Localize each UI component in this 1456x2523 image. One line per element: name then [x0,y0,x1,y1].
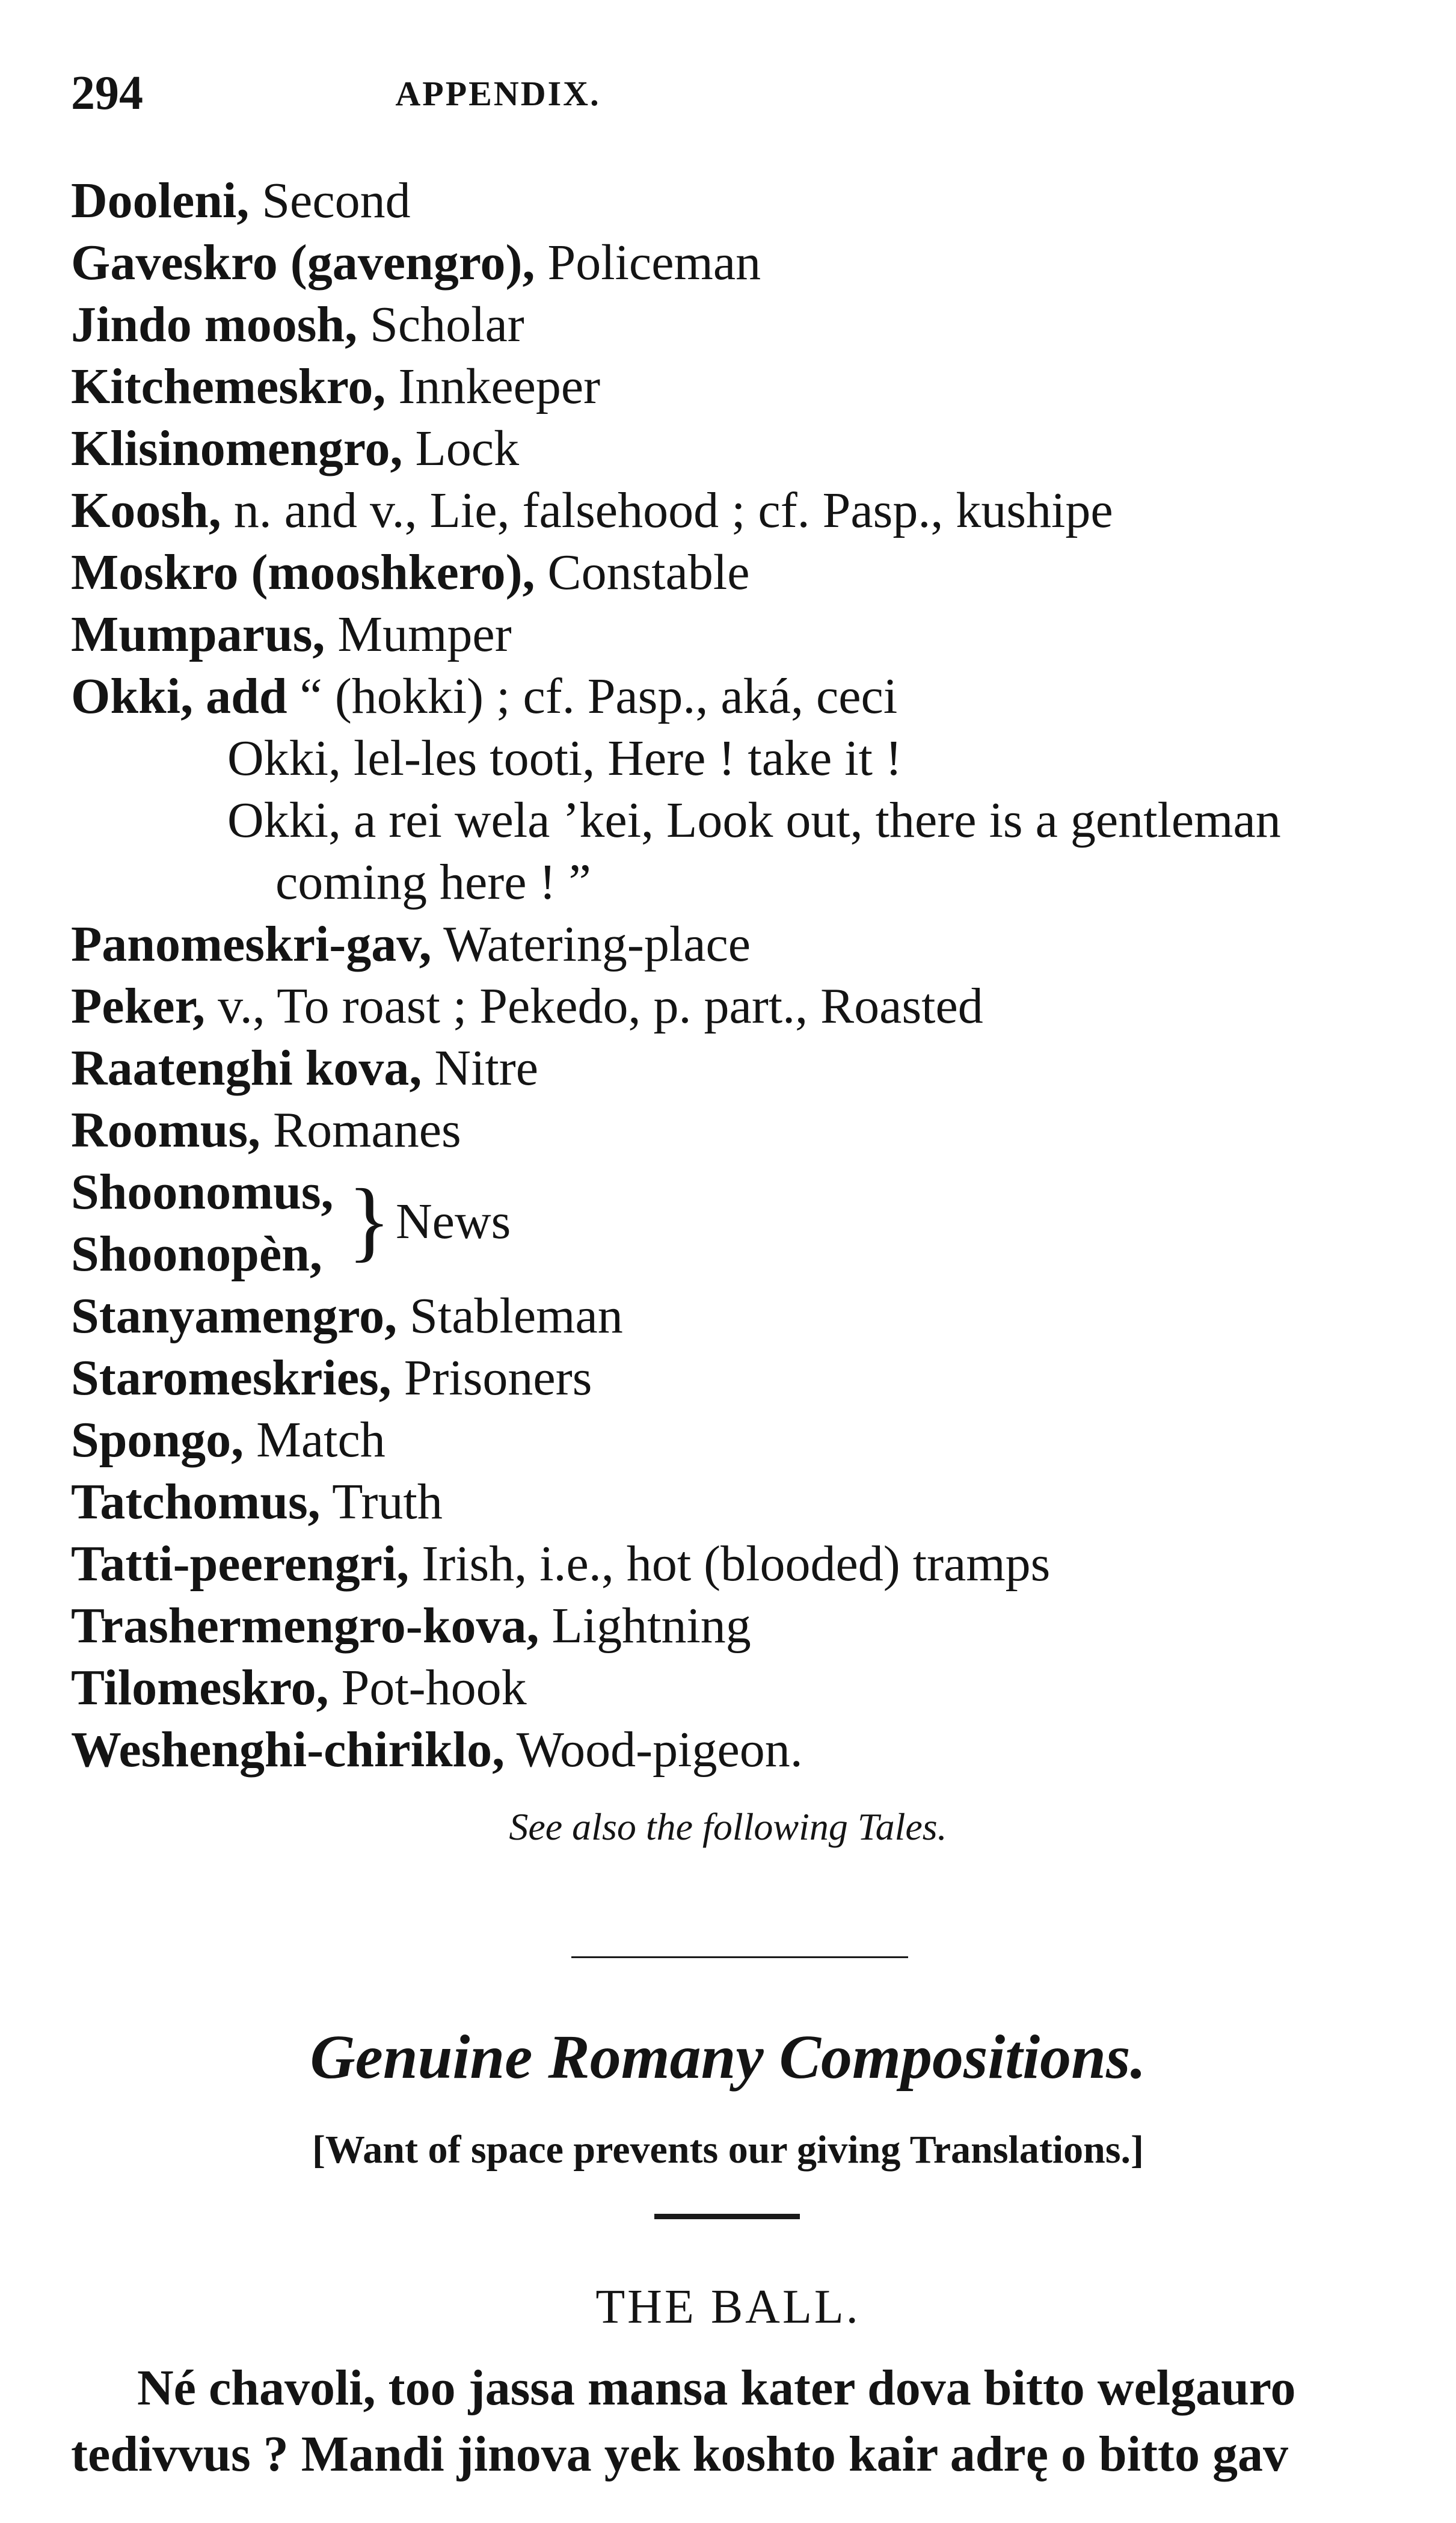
glossary-entry: Stanyamengro, Stableman [71,1288,623,1344]
title-divider [654,2214,800,2219]
section-title: Genuine Romany Compositions. [310,2022,1146,2092]
section-divider [571,1956,908,1958]
glossary-entry: Gaveskro (gavengro), Policeman [71,235,761,291]
glossary-entry: Raatenghi kova, Nitre [71,1040,538,1096]
glossary-entry: Spongo, Match [71,1412,386,1468]
glossary-entry: Klisinomengro, Lock [71,420,520,476]
news-gloss: News [396,1194,511,1249]
glossary-example: Okki, a rei wela ’kei, Look out, there is a gentleman [227,792,1281,848]
tale-body [71,2355,1394,2488]
glossary-entry: Tatti-peerengri, Irish, i.e., hot (blooded) tramps [71,1536,1051,1592]
glossary-entry: Jindo moosh, Scholar [71,297,524,353]
glossary-entry: Mumparus, Mumper [71,606,512,662]
glossary-entry: Kitchemeskro, Innkeeper [71,359,601,414]
tale-line: tedivvus ? Mandi jinova yek koshto kair adrę o bitto gav [71,2426,1288,2482]
glossary-example-continuation: coming here ! ” [275,854,591,910]
glossary-entry: Roomus, Romanes [71,1102,461,1158]
page-number: 294 [71,67,143,120]
glossary-entry: Dooleni, Second [71,173,411,229]
glossary-entry: Weshenghi-chiriklo, Wood-pigeon. [71,1722,803,1778]
tale-title: THE BALL. [595,2281,861,2334]
glossary-entry: Peker, v., To roast ; Pekedo, p. part., Roasted [71,978,983,1034]
glossary-list [71,170,1394,1781]
news-headword-2: Shoonopèn, [71,1226,322,1282]
glossary-entry: Panomeskri-gav, Watering-place [71,916,751,972]
glossary-entry: Tatchomus, Truth [71,1474,443,1530]
page-header [71,66,1418,126]
news-headword-1: Shoonomus, [71,1164,334,1220]
tale-line: Né chavoli, too jassa mansa kater dova bitto welgauro [137,2360,1296,2416]
glossary-example: Okki, lel-les tooti, Here ! take it ! [227,730,902,786]
glossary-entry: Staromeskries, Prisoners [71,1350,592,1406]
glossary-entry: Okki, add “ (hokki) ; cf. Pasp., aká, ceci [71,668,898,724]
see-also-note: See also the following Tales. [509,1805,947,1848]
running-title: APPENDIX. [395,74,601,113]
glossary-entry: Moskro (mooshkero), Constable [71,544,750,600]
glossary-entry: Koosh, n. and v., Lie, falsehood ; cf. Pasp., kushipe [71,482,1113,538]
glossary-entry: Tilomeskro, Pot-hook [71,1660,527,1716]
glossary-entry: Trashermengro-kova, Lightning [71,1598,751,1654]
brace-icon: } [348,1171,391,1271]
glossary-entry-news [71,1161,1394,1285]
section-note: [Want of space prevents our giving Translations.] [312,2128,1144,2172]
